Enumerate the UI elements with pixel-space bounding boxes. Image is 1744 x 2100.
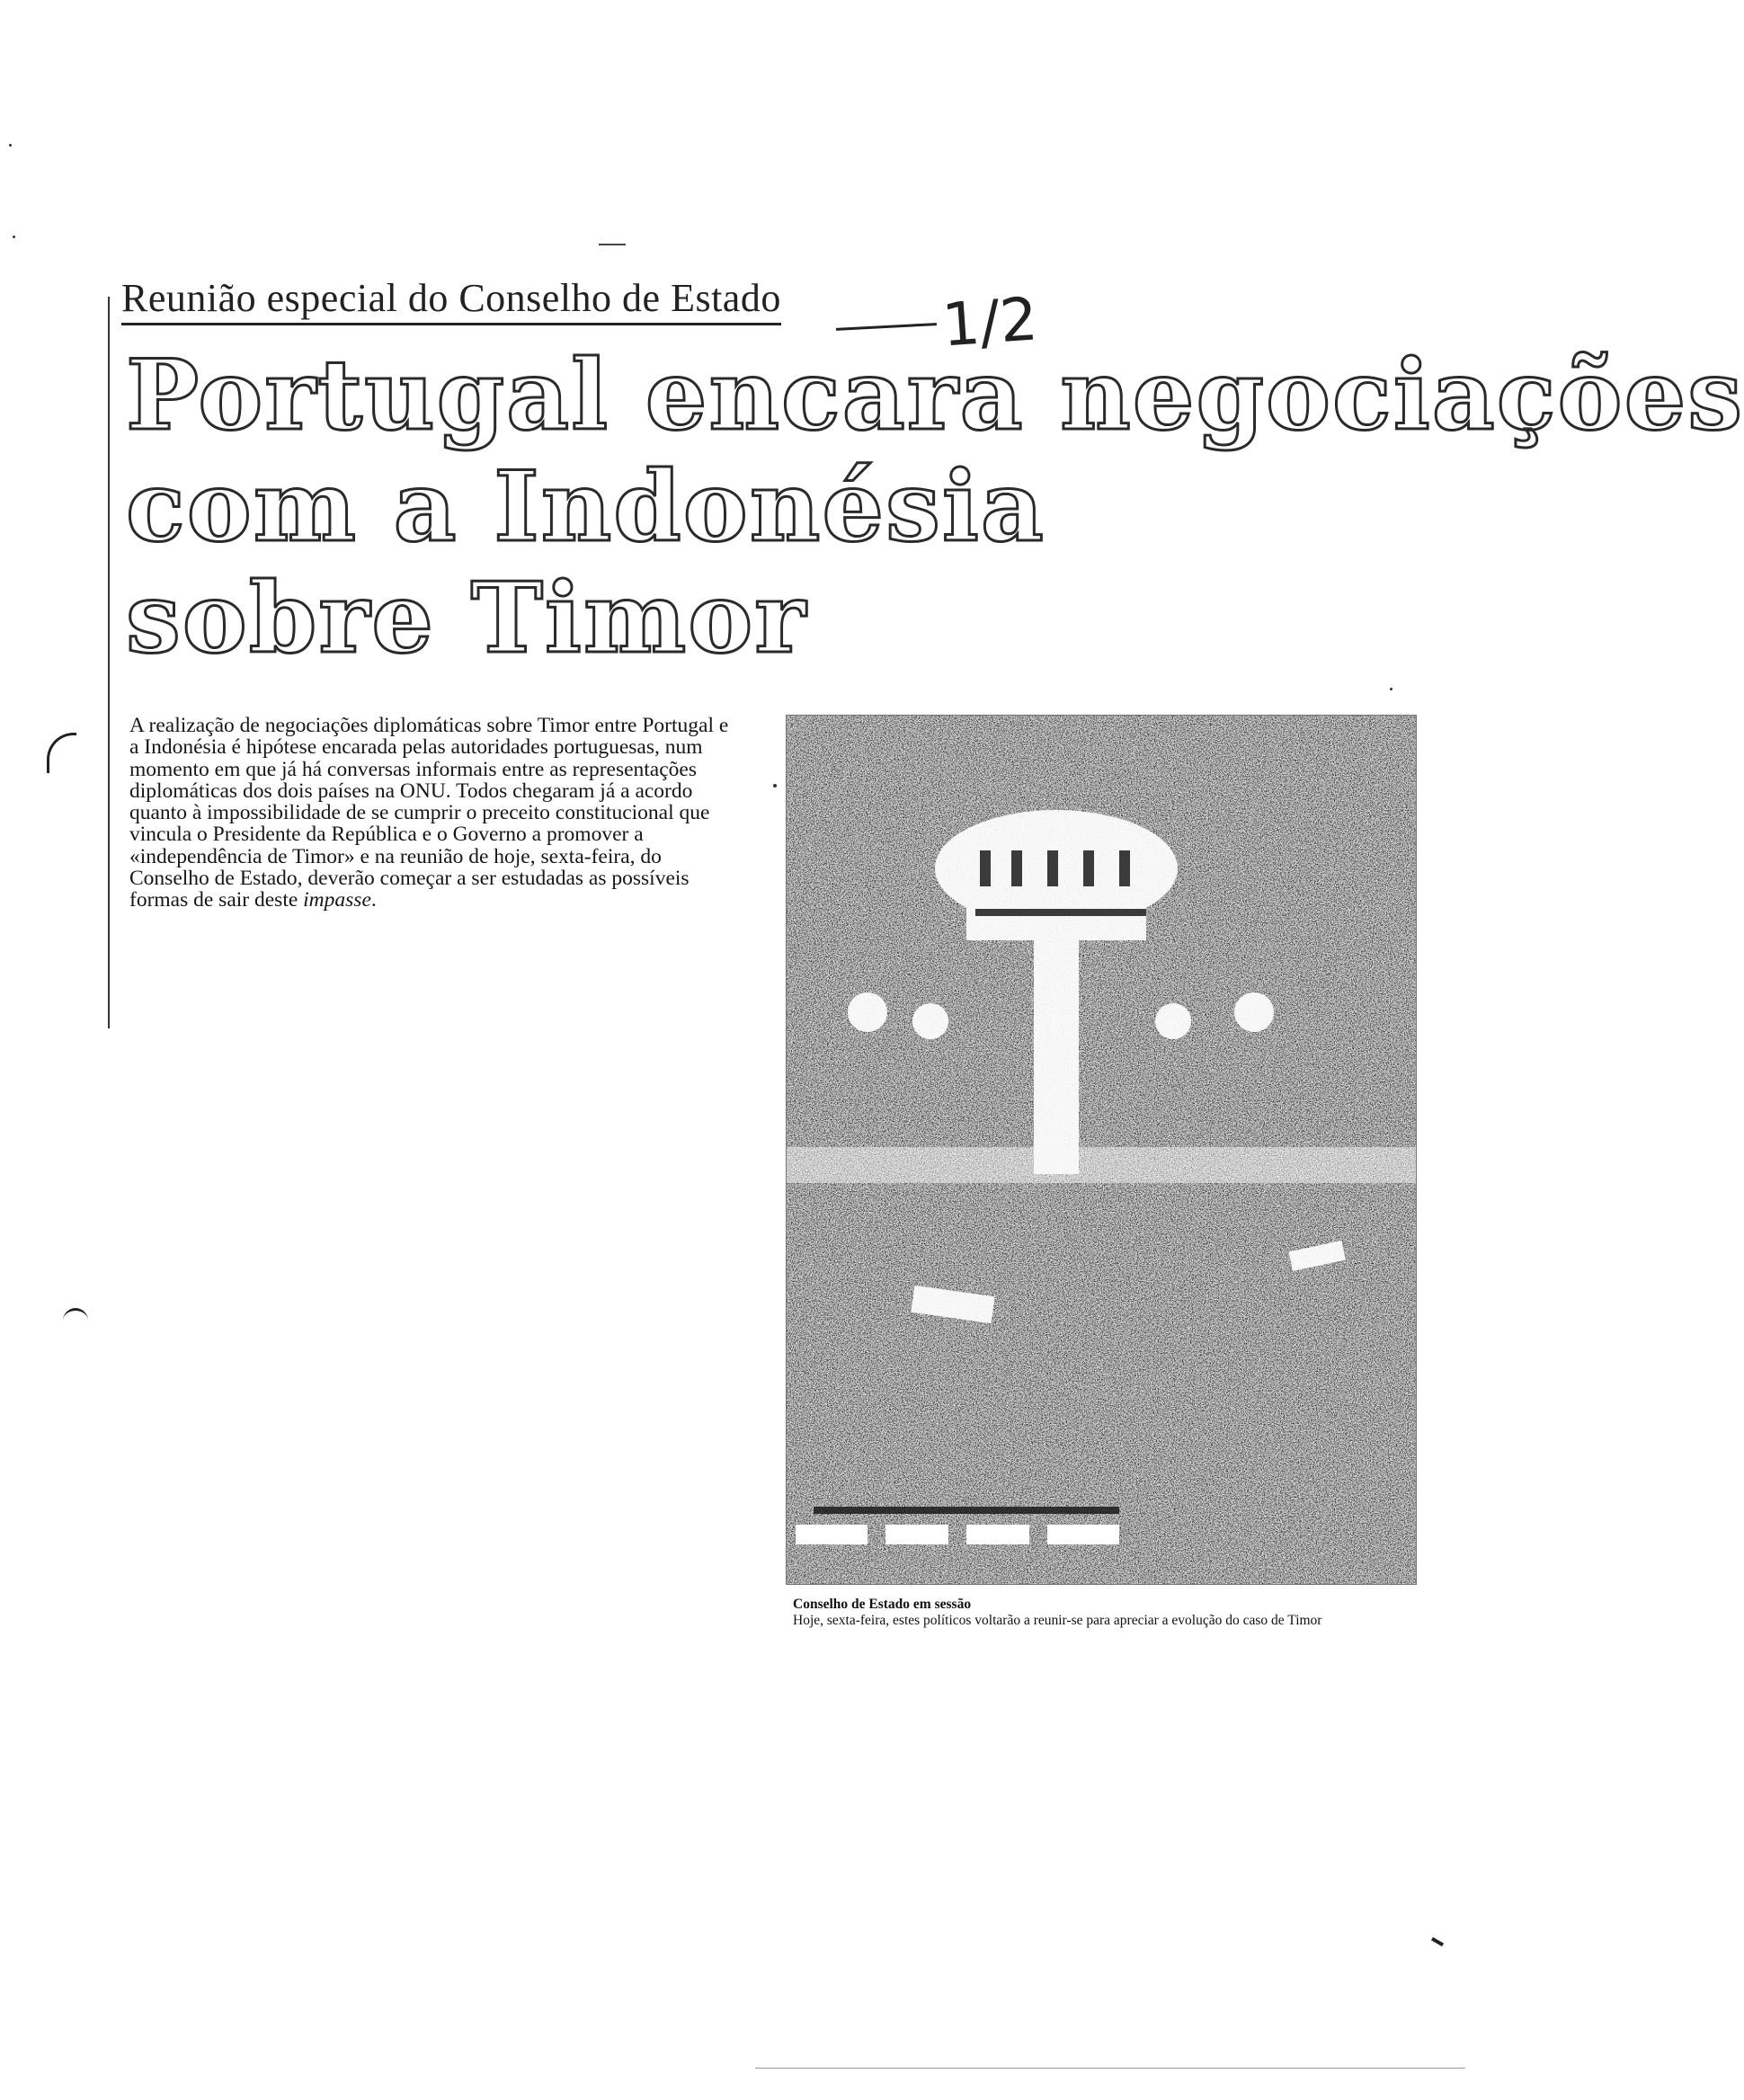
photo-image <box>787 716 1416 1584</box>
lead-end-punct: . <box>370 888 377 912</box>
handwritten-annotation: 1/2 <box>939 284 1040 360</box>
scan-speck <box>9 144 12 147</box>
scan-speck <box>1390 688 1393 690</box>
scan-dash <box>599 244 626 245</box>
article-lead <box>129 715 741 912</box>
article-headline <box>126 339 1744 675</box>
caption-body: Hoje, sexta-feira, estes políticos voltarão a reunir-se para apreciar a evolução do caso de Timor <box>793 1613 1322 1628</box>
lead-italic-word: impasse <box>303 888 371 912</box>
scan-speck <box>13 236 15 238</box>
margin-bracket-mark <box>47 733 76 773</box>
lead-text: A realização de negociações diplomáticas sobre Timor entre Portugal e a Indonésia é hipótese encarada pelas autoridades portuguesas, num momento em que já há conversas informais entre as representações diplomáticas dos dois países na ONU. Todos chegaram já a acordo quanto à impossibilidade de se cumprir o preceito constitucional que vincula o Presidente da República e o Governo a promover a «independência de Timor» e na reunião de hoje, sexta-feira, do Conselho de Estado, deverão começar a ser estudadas as possíveis formas de sair deste <box>129 714 729 912</box>
council-photo <box>786 715 1417 1585</box>
scan-speck <box>773 784 777 788</box>
headline-line: com a Indonésia <box>126 450 1046 564</box>
handwritten-underline <box>836 323 937 331</box>
column-rule <box>108 297 110 1028</box>
photo-caption <box>793 1597 1422 1629</box>
caption-title: Conselho de Estado em sessão <box>793 1597 972 1612</box>
headline-line: Portugal encara negociações <box>126 339 1744 452</box>
article-kicker: Reunião especial do Conselho de Estado <box>121 275 781 325</box>
headline-line: sobre Timor <box>126 562 808 675</box>
scan-edge-line <box>755 2068 1465 2069</box>
margin-arc-mark <box>63 1308 88 1323</box>
scan-stray-mark <box>1431 1937 1444 1946</box>
